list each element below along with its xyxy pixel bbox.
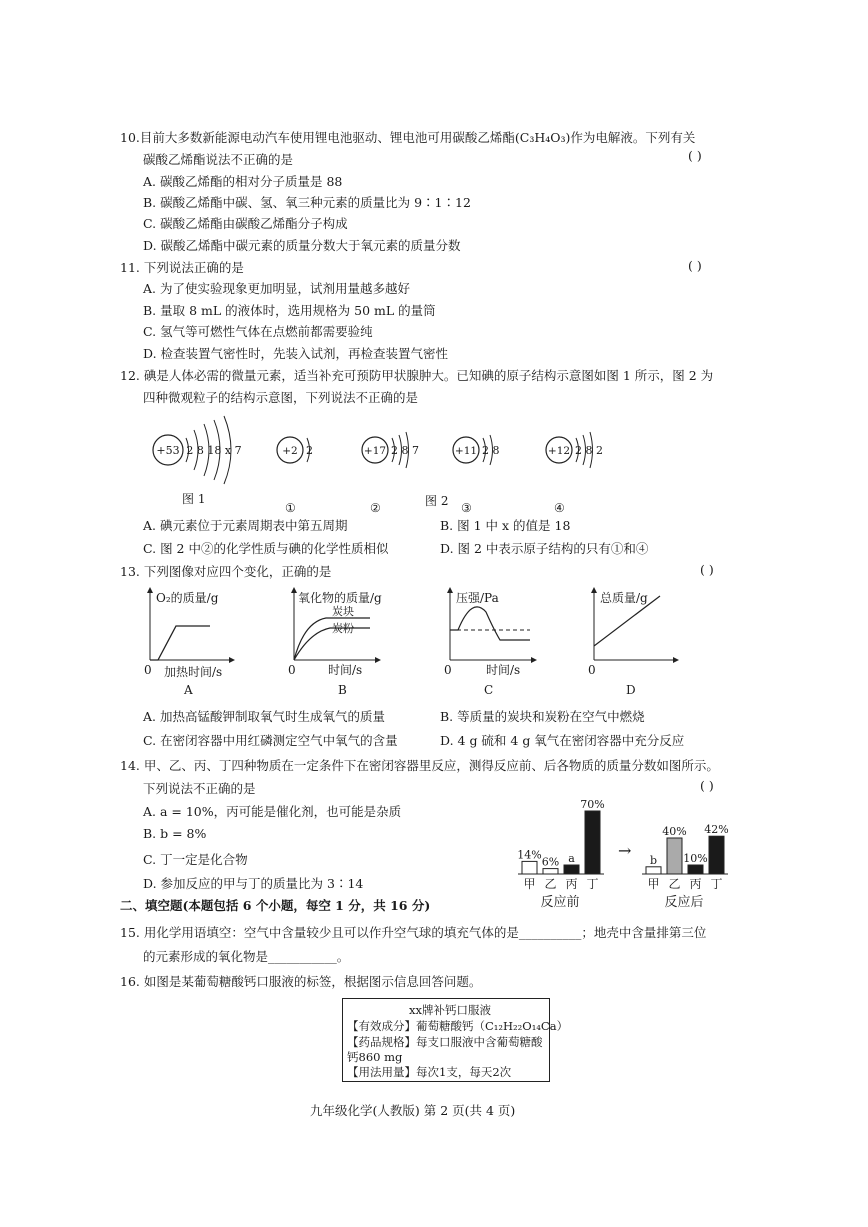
q12-option-d: D. 图 2 中表示原子结构的只有①和④ <box>440 541 649 556</box>
svg-text:压强/Pa: 压强/Pa <box>456 591 499 605</box>
label-ingredient: 【有效成分】葡萄糖酸钙（C₁₂H₂₂O₁₄Ca） <box>347 1019 569 1033</box>
bar-value-label: b <box>649 853 658 867</box>
bar-value-label: 14% <box>517 848 542 862</box>
q11-option-c: C. 氢气等可燃性气体在点燃前都需要验纯 <box>143 324 373 339</box>
graph-a <box>144 590 232 697</box>
particle-4 <box>546 432 603 515</box>
section-2-title: 二、填空题(本题包括 6 个小题，每空 1 分，共 16 分) <box>120 898 431 913</box>
q14-option-c: C. 丁一定是化合物 <box>143 852 248 867</box>
category-label: 乙 <box>668 877 681 891</box>
label-title: xx牌补钙口服液 <box>409 1003 491 1017</box>
svg-text:总质量/g: 总质量/g <box>600 591 648 605</box>
q10-stem-line1: 10.目前大多数新能源电动汽车使用锂电池驱动、锂电池可用碳酸乙烯酯(C₃H₄O₃)作为电解液。下列有关 <box>120 130 696 145</box>
q14-answer-paren: ( ) <box>700 778 714 793</box>
svg-text:时间/s: 时间/s <box>486 663 521 677</box>
q14-stem-line1: 14. 甲、乙、丙、丁四种物质在一定条件下在密闭容器里反应，测得反应前、后各物质的质量分数如图所示。 <box>120 758 719 773</box>
category-label: 丙 <box>689 877 702 891</box>
q13-option-d: D. 4 g 硫和 4 g 氧气在密闭容器中充分反应 <box>440 733 685 748</box>
q15-line2: 的元素形成的氧化物是___________。 <box>143 949 350 964</box>
q11-option-d: D. 检查装置气密性时，先装入试剂，再检查装置气密性 <box>143 346 449 361</box>
particle-label: ① <box>285 501 296 515</box>
q11-option-b: B. 量取 8 mL 的液体时，选用规格为 50 mL 的量筒 <box>143 303 436 318</box>
svg-text:0: 0 <box>588 663 596 677</box>
q12-option-a: A. 碘元素位于元素周期表中第五周期 <box>143 518 348 533</box>
q12-stem-line1: 12. 碘是人体必需的微量元素，适当补充可预防甲状腺肿大。已知碘的原子结构示意图如图 1 所示，图 2 为 <box>120 368 714 383</box>
bar-乙 <box>667 838 682 874</box>
bar-丙 <box>688 865 703 874</box>
category-label: 甲 <box>647 877 660 891</box>
graph-d <box>588 590 676 697</box>
svg-text:0: 0 <box>144 663 152 677</box>
bar-value-label: 40% <box>662 825 687 838</box>
graph-c <box>444 590 534 697</box>
q12-option-b: B. 图 1 中 x 的值是 18 <box>440 518 571 533</box>
q11-option-a: A. 为了使实验现象更加明显，试剂用量越多越好 <box>143 281 410 296</box>
svg-text:炭粉: 炭粉 <box>332 622 354 635</box>
q12-option-c: C. 图 2 中②的化学性质与碘的化学性质相似 <box>143 541 389 556</box>
q10-stem-line2: 碳酸乙烯酯说法不正确的是 <box>143 152 294 167</box>
bar-value-label: 42% <box>704 823 729 837</box>
svg-text:A: A <box>184 683 193 697</box>
category-label: 丁 <box>586 877 599 891</box>
q11-stem: 11. 下列说法正确的是 <box>120 260 244 275</box>
label-dosage: 【用法用量】每次1支，每天2次 <box>347 1065 512 1079</box>
particle-2 <box>362 432 419 515</box>
iodine-atom-diagram <box>153 416 242 506</box>
svg-text:0: 0 <box>288 663 296 677</box>
q14-option-b: B. b = 8% <box>143 826 207 841</box>
q10-option-c: C. 碳酸乙烯酯由碳酸乙烯酯分子构成 <box>143 216 348 231</box>
svg-text:O₂的质量/g: O₂的质量/g <box>156 591 219 605</box>
particle-label: ④ <box>554 501 565 515</box>
particle-electrons: 2 <box>306 444 313 457</box>
q10-answer-paren: ( ) <box>688 148 702 163</box>
bar-乙 <box>543 869 558 874</box>
particle-nucleus: +2 <box>282 445 298 457</box>
category-label: 乙 <box>544 877 557 891</box>
bar-value-label: a <box>568 852 575 865</box>
q15-line1: 15. 用化学用语填空：空气中含量较少且可以作升空气球的填充气体的是__________；地壳中含量排第三位 <box>120 925 707 940</box>
chart-title: 反应前 <box>540 895 580 910</box>
particle-3 <box>453 435 500 515</box>
q14-bar-charts <box>500 790 750 912</box>
svg-text:炭块: 炭块 <box>332 605 354 618</box>
svg-text:0: 0 <box>444 663 452 677</box>
q13-option-b: B. 等质量的炭块和炭粉在空气中燃烧 <box>440 709 645 724</box>
q12-stem-line2: 四种微观粒子的结构示意图，下列说法不正确的是 <box>143 390 419 405</box>
particle-nucleus: +11 <box>454 445 478 457</box>
graph-b <box>288 590 382 697</box>
svg-text:2 8 18 x 7: 2 8 18 x 7 <box>186 444 242 457</box>
svg-text:C: C <box>484 683 494 697</box>
category-label: 丙 <box>565 877 578 891</box>
svg-text:B: B <box>338 683 347 697</box>
svg-text:时间/s: 时间/s <box>328 663 363 677</box>
particle-label: ② <box>370 501 381 515</box>
q11-answer-paren: ( ) <box>688 258 702 273</box>
fig2-caption: 图 2 <box>425 494 449 508</box>
svg-text:图 1: 图 1 <box>182 492 206 506</box>
category-label: 甲 <box>523 877 536 891</box>
q13-stem: 13. 下列图像对应四个变化，正确的是 <box>120 564 332 579</box>
bar-甲 <box>522 861 537 874</box>
particle-electrons: 2 8 <box>482 444 500 457</box>
q14-option-d: D. 参加反应的甲与丁的质量比为 3∶14 <box>143 876 364 891</box>
q13-option-c: C. 在密闭容器中用红磷测定空气中氧气的含量 <box>143 733 398 748</box>
q14-stem-line2: 下列说法不正确的是 <box>143 781 256 796</box>
atom-structure-diagrams <box>0 400 868 515</box>
particle-electrons: 2 8 2 <box>575 444 603 457</box>
particle-label: ③ <box>461 501 472 515</box>
bar-丁 <box>709 836 724 874</box>
svg-text:+53: +53 <box>156 444 180 457</box>
label-spec: 【药品规格】每支口服液中含葡萄糖酸 <box>347 1035 543 1049</box>
bar-value-label: 70% <box>580 798 605 811</box>
q10-option-d: D. 碳酸乙烯酯中碳元素的质量分数大于氧元素的质量分数 <box>143 238 461 253</box>
bar-甲 <box>646 867 661 874</box>
label-spec-cont: 钙860 mg <box>347 1050 403 1064</box>
arrow-icon: → <box>618 841 632 860</box>
svg-text:氧化物的质量/g: 氧化物的质量/g <box>298 591 382 605</box>
q13-option-a: A. 加热高锰酸钾制取氧气时生成氧气的质量 <box>143 709 385 724</box>
bar-丁 <box>585 811 600 874</box>
medicine-label <box>342 998 569 1082</box>
bar-丙 <box>564 865 579 874</box>
particle-1 <box>277 437 313 515</box>
bar-value-label: 10% <box>683 852 708 865</box>
particle-electrons: 2 8 7 <box>391 444 419 457</box>
q13-graphs <box>0 582 868 702</box>
particle-nucleus: +12 <box>547 445 571 457</box>
chart-title: 反应后 <box>664 895 704 910</box>
q10-option-b: B. 碳酸乙烯酯中碳、氢、氧三种元素的质量比为 9∶1∶12 <box>143 195 471 210</box>
bar-value-label: 6% <box>541 855 560 869</box>
page-footer: 九年级化学(人教版) 第 2 页(共 4 页) <box>310 1103 516 1118</box>
q14-option-a: A. a = 10%，丙可能是催化剂，也可能是杂质 <box>143 804 402 819</box>
svg-text:D: D <box>626 683 636 697</box>
svg-text:加热时间/s: 加热时间/s <box>164 665 223 679</box>
q10-option-a: A. 碳酸乙烯酯的相对分子质量是 88 <box>143 174 343 189</box>
q13-answer-paren: ( ) <box>700 562 714 577</box>
category-label: 丁 <box>710 877 723 891</box>
q16-stem: 16. 如图是某葡萄糖酸钙口服液的标签，根据图示信息回答问题。 <box>120 974 482 989</box>
particle-nucleus: +17 <box>363 445 387 457</box>
